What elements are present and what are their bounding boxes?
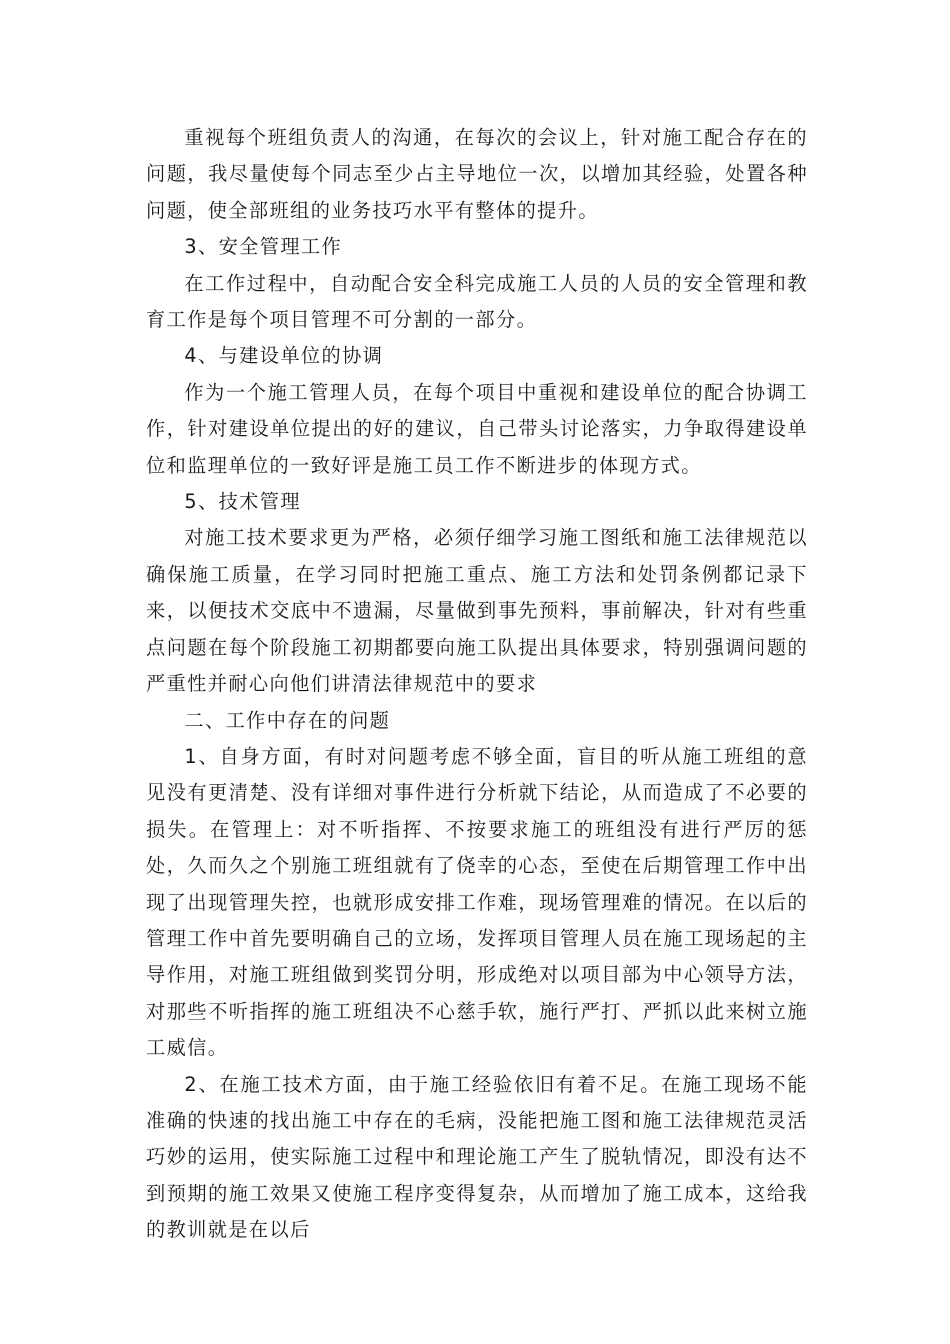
paragraph-self-problems: 1、自身方面，有时对问题考虑不够全面，盲目的听从施工班组的意见没有更清楚、没有详细对事件进行分析就下结论，从而造成了不必要的损失。在管理上：对不听指挥、不按要求施工的班组没有进行严厉的惩处，久而久之个别施工班组就有了侥幸的心态，至使在后期管理工作中出现了出现管理失控，也就形成安排工作难，现场管理难的情况。在以后的管理工作中首先要明确自己的立场，发挥项目管理人员在施工现场起的主导作用，对施工班组做到奖罚分明，形成绝对以项目部为中心领导方法，对那些不听指挥的施工班组决不心慈手软，施行严打、严抓以此来树立施工威信。 [146, 744, 808, 1060]
paragraph-technical-management: 对施工技术要求更为严格，必须仔细学习施工图纸和施工法律规范以确保施工质量，在学习同时把施工重点、施工方法和处罚条例都记录下来，以便技术交底中不遗漏，尽量做到事先预料，事前解决，针对有些重点问题在每个阶段施工初期都要向施工队提出具体要求，特别强调问题的严重性并耐心向他们讲清法律规范中的要求 [146, 526, 808, 696]
document-body [146, 120, 808, 1249]
heading-client-coordination: 4、与建设单位的协调 [184, 344, 384, 368]
heading-technical-management: 5、技术管理 [184, 490, 301, 514]
heading-existing-problems: 二、工作中存在的问题 [184, 708, 391, 732]
heading-safety-management: 3、安全管理工作 [184, 235, 343, 259]
paragraph-team-communication: 重视每个班组负责人的沟通，在每次的会议上，针对施工配合存在的问题，我尽量使每个同志至少占主导地位一次，以增加其经验，处置各种问题，使全部班组的业务技巧水平有整体的提升。 [146, 126, 808, 222]
paragraph-client-coordination: 作为一个施工管理人员，在每个项目中重视和建设单位的配合协调工作，针对建设单位提出的好的建议，自己带头讨论落实，力争取得建设单位和监理单位的一致好评是施工员工作不断进步的体现方式。 [146, 380, 808, 477]
paragraph-safety-management: 在工作过程中，自动配合安全科完成施工人员的人员的安全管理和教育工作是每个项目管理不可分割的一部分。 [146, 271, 808, 332]
paragraph-technical-problems: 2、在施工技术方面，由于施工经验依旧有着不足。在施工现场不能准确的快速的找出施工中存在的毛病，没能把施工图和施工法律规范灵活巧妙的运用，使实际施工过程中和理论施工产生了脱轨情况，即没有达不到预期的施工效果又使施工程序变得复杂，从而增加了施工成本，这给我的教训就是在以后 [146, 1072, 808, 1242]
